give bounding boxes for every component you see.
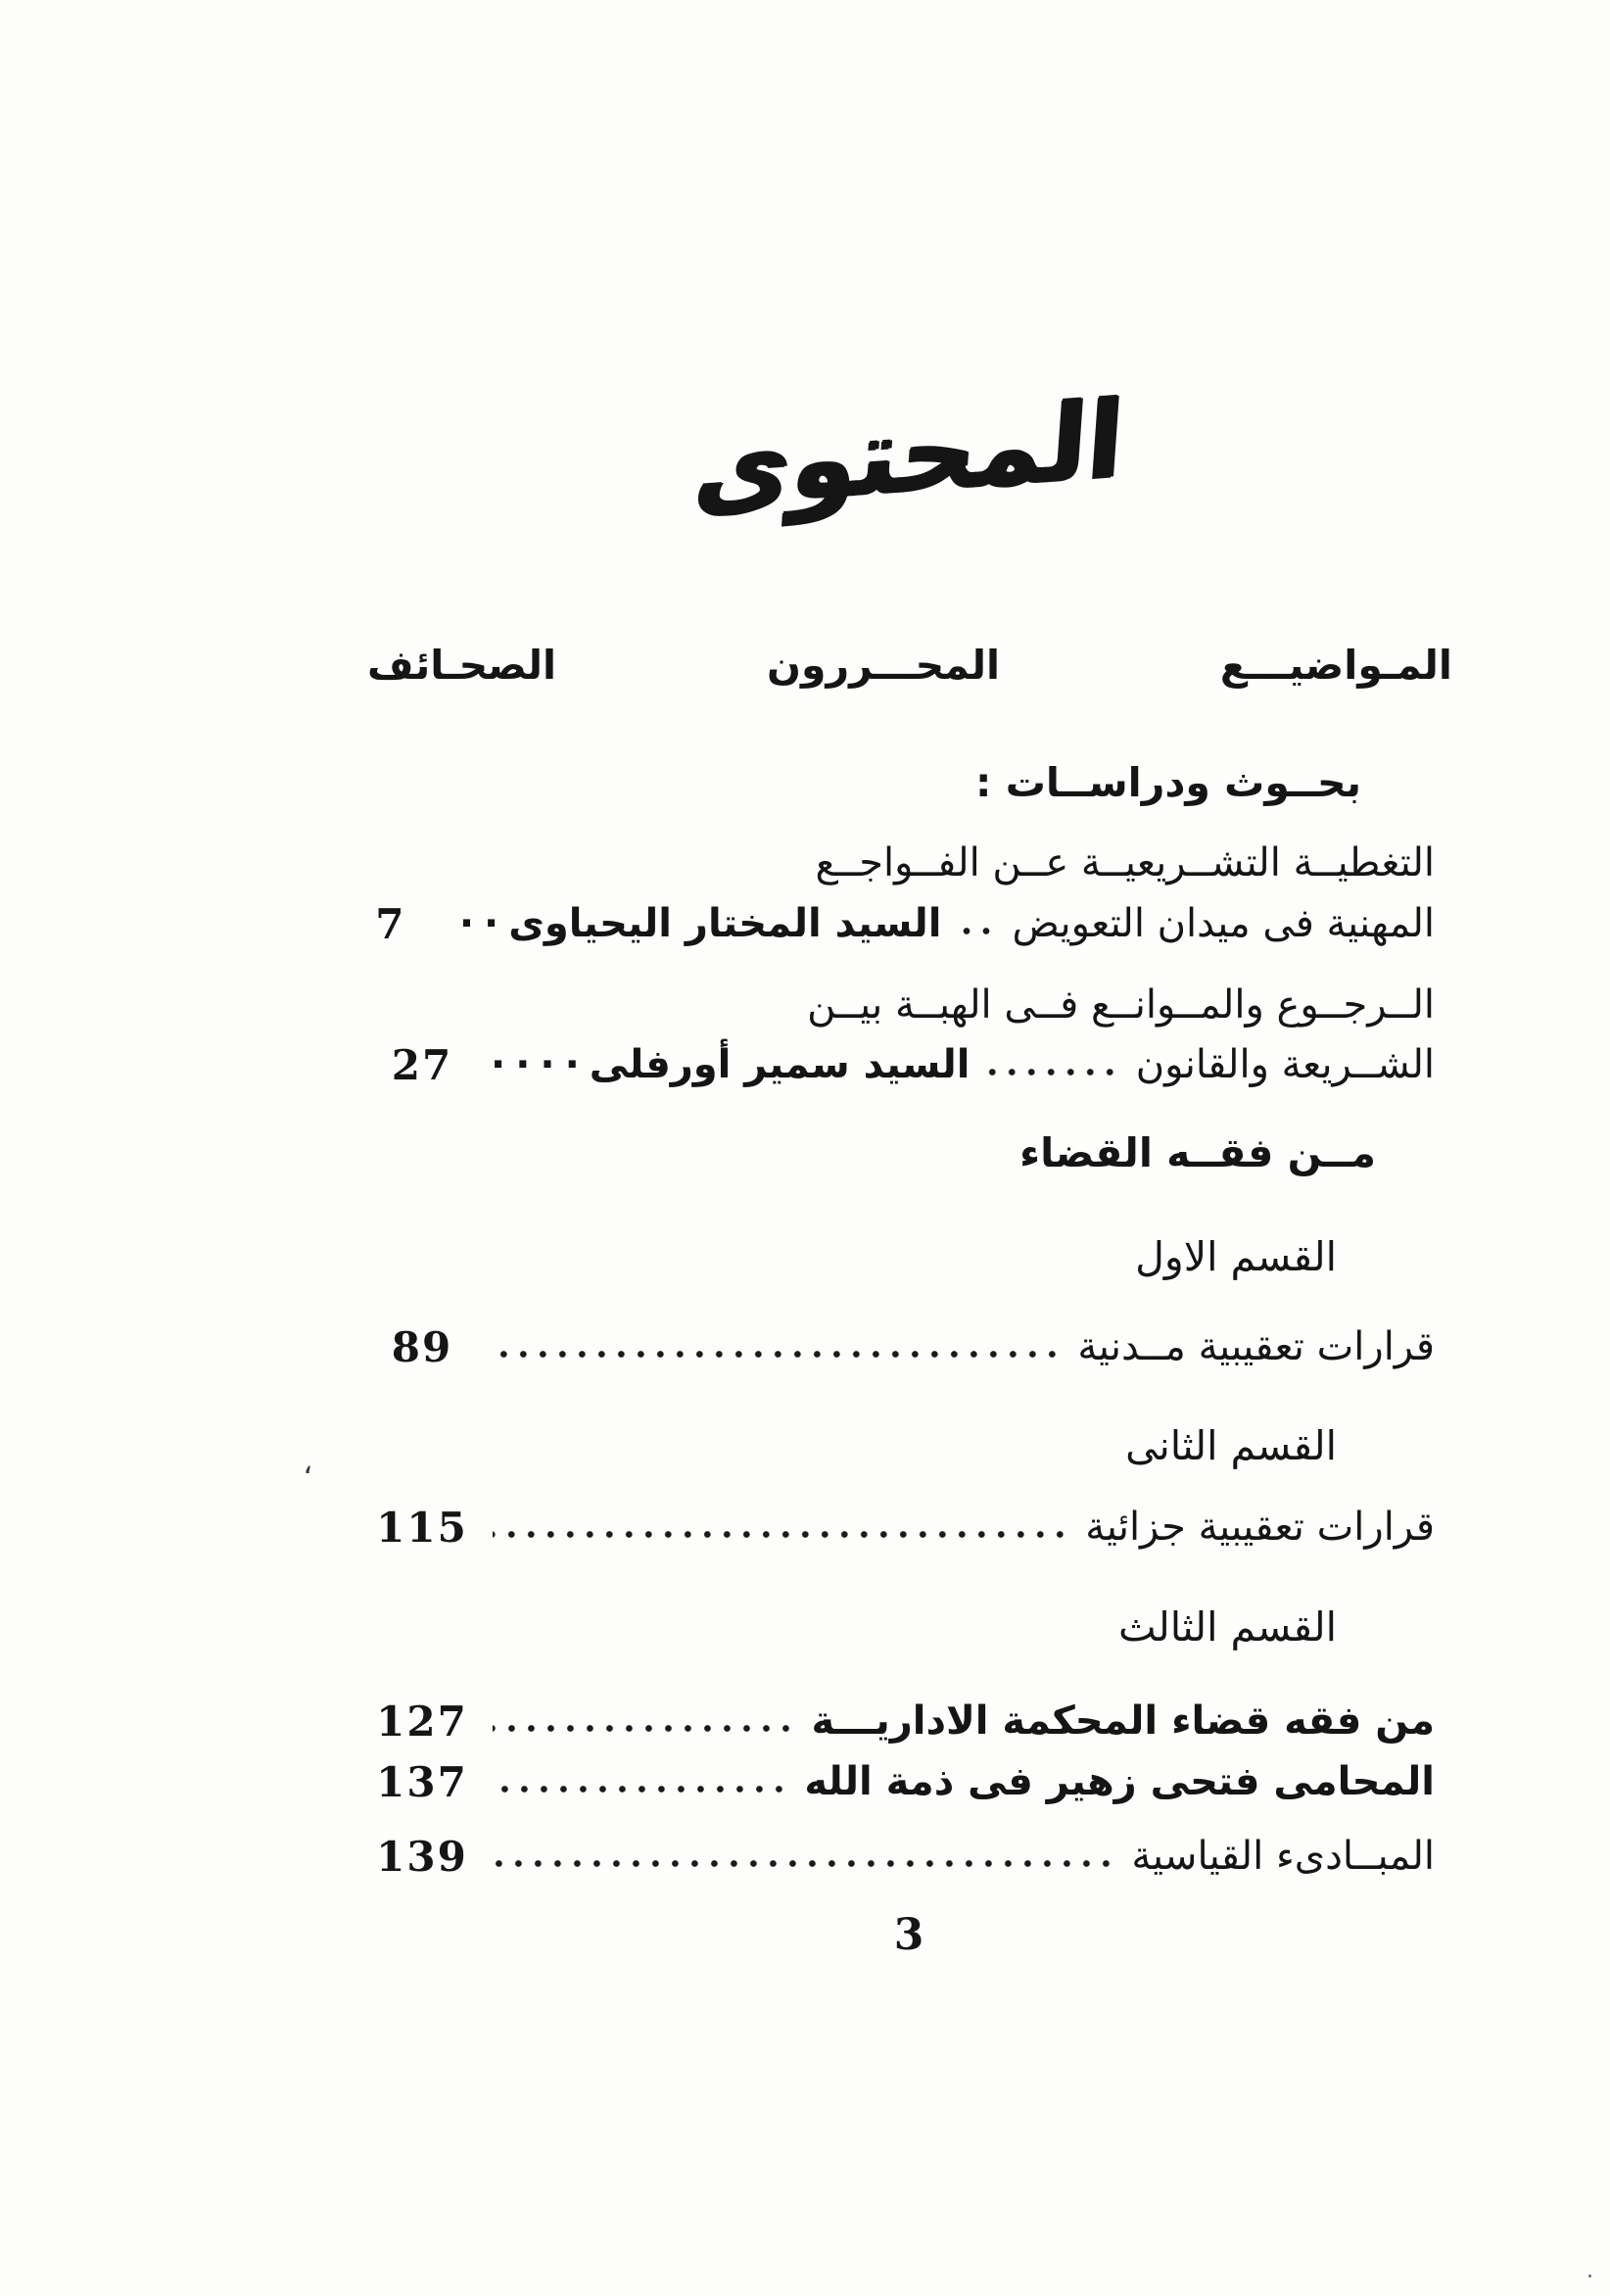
header-editors: المحـــررون <box>767 642 1001 689</box>
toc-entry-1-line-2 <box>367 893 1435 954</box>
toc-entry-2-line-2 <box>367 1034 1435 1095</box>
entry-1-title-line-2: المهنية فى ميدان التعويض <box>1012 901 1435 946</box>
entry-2-page-number: 27 <box>391 1040 453 1089</box>
part-3-heading-row <box>367 1597 1435 1657</box>
part-2-heading-row <box>367 1415 1435 1476</box>
toc-entry-criminal <box>367 1497 1435 1557</box>
entry-admin-court-title: من فقه قضاء المحكمة الاداريـــة <box>811 1698 1435 1744</box>
entry-obituary-page-number: 137 <box>376 1757 468 1806</box>
dot-leader <box>493 1724 795 1733</box>
entry-principles-title: المبــادىء القياسية <box>1131 1834 1435 1879</box>
toc-entry-admin-court <box>367 1691 1435 1751</box>
dot-leader <box>493 1530 1069 1539</box>
entry-1-page-number: 7 <box>375 899 406 948</box>
trail-dots: ···· <box>491 1042 590 1087</box>
toc-entry-obituary <box>367 1751 1435 1812</box>
section-research-heading-row <box>367 752 1435 813</box>
dot-leader <box>493 1859 1115 1868</box>
folio-number: 3 <box>893 1910 924 1960</box>
dot-leader <box>957 927 996 935</box>
toc-entry-civil <box>367 1316 1435 1377</box>
calligraphic-title: المحتوى <box>689 376 1128 531</box>
header-topics: المـواضيـــع <box>1219 642 1452 689</box>
table-header-row <box>367 635 1452 695</box>
scan-artifact-mark: ‘ <box>304 1461 313 1496</box>
entry-2-author: السيد سمير أورفلى <box>589 1042 971 1087</box>
entry-civil-title: قرارات تعقيبية مــدنية <box>1077 1324 1435 1369</box>
entry-admin-court-page-number: 127 <box>376 1697 468 1746</box>
part-1-heading: القسم الاول <box>1135 1233 1337 1280</box>
dot-leader <box>985 1068 1119 1076</box>
entry-1-title-line-1: التغطيــة التشــريعيــة عــن الفــواجــع <box>815 840 1435 885</box>
toc-entry-1-line-1 <box>367 833 1435 893</box>
part-2-heading: القسم الثانى <box>1125 1422 1337 1469</box>
section-research-heading: بحــوث ودراســات : <box>975 759 1361 806</box>
entry-criminal-page-number: 115 <box>376 1503 468 1552</box>
part-1-heading-row <box>367 1226 1435 1287</box>
dot-leader <box>493 1785 788 1794</box>
toc-entry-principles <box>367 1826 1435 1887</box>
trail-dots: ·· <box>458 901 509 946</box>
entry-1-author: السيد المختار اليحياوى <box>508 901 942 946</box>
entry-2-title-line-2: الشــريعة والقانون <box>1135 1042 1435 1087</box>
header-pages: الصحـائف <box>367 642 557 689</box>
entry-2-title-line-1: الــرجــوع والمــوانــع فــى الهبــة بيــن <box>807 982 1435 1028</box>
entry-civil-page-number: 89 <box>391 1322 453 1371</box>
entry-obituary-title: المحامى فتحى زهير فى ذمة الله <box>804 1759 1435 1804</box>
section-fiqh-heading-row <box>367 1123 1435 1183</box>
toc-entry-2-line-1 <box>367 975 1435 1035</box>
scan-artifact-dot: . <box>1586 2259 1593 2283</box>
entry-principles-page-number: 139 <box>376 1832 468 1881</box>
section-fiqh-heading: مــن فقــه القضاء <box>1019 1129 1376 1176</box>
dot-leader <box>493 1350 1062 1359</box>
entry-criminal-title: قرارات تعقيبية جزائية <box>1085 1505 1435 1550</box>
part-3-heading: القسم الثالث <box>1117 1603 1337 1650</box>
